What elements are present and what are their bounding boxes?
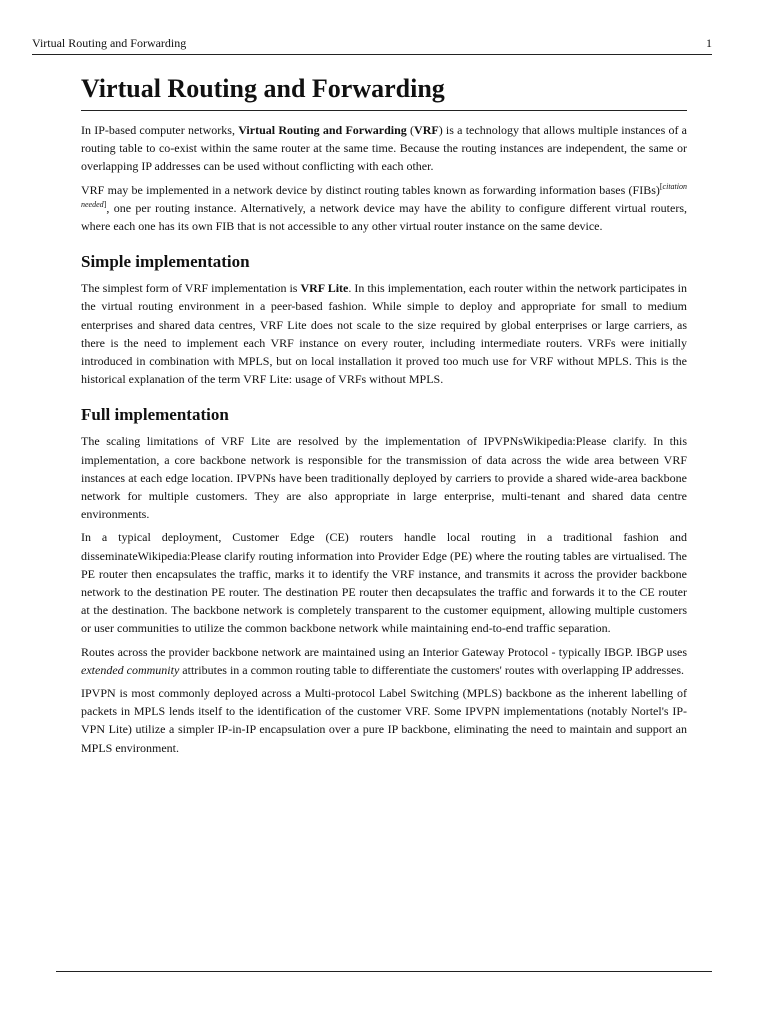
article-body (81, 70, 687, 762)
full-paragraph-1: The scaling limitations of VRF Lite are resolved by the implementation of IPVPNsWikipedia:Please clarify. In this implementation, a core backbone network is responsible for the transmission of data across the wide area between VRF instances at each edge location. IPVPNs have been traditionally deployed by carriers to provide a shared wide-area backbone network for multiple customers. They are also appropriate in large enterprise, multi-tenant and shared data centre environments. (81, 434, 687, 522)
bracket: [ (659, 181, 663, 191)
full-paragraph-4: IPVPN is most commonly deployed across a Multi-protocol Label Switching (MPLS) backbone as the inherent labelling of packets in MPLS lends itself to the identification of the customer VRF. Some IPVPN implementations (notably Nortel's IP-VPN Lite) utilize a simpler IP-in-IP encapsulation over a pure IP backbone, eliminating the need to maintain and support an MPLS environment. (81, 686, 687, 755)
full-paragraph-3 (81, 643, 687, 679)
citation-text: citation needed (81, 181, 687, 209)
section-heading-simple: Simple implementation (81, 252, 250, 272)
page-number: 1 (706, 36, 712, 50)
intro-paragraph-1 (81, 121, 687, 176)
intro-paragraph-2 (81, 181, 687, 236)
running-header (32, 34, 712, 55)
text-run: ) is a technology that allows multiple instances of a routing table to co-exist within the same router at the same time. Because the routing instances are independent, the same or overlapping IP addresses can be used without conflicting with each other. (81, 123, 688, 174)
text-run: attributes in a common routing table to differentiate the customers' routes with overlapping IP addresses. (179, 662, 684, 677)
text-run: , one per routing instance. Alternatively, a network device may have the ability to configure different virtual routers, where each one has its own FIB that is not accessible to any other virtual router instance on the same device. (81, 200, 687, 234)
bold-term: VRF (414, 123, 439, 137)
bold-term: Virtual Routing and Forwarding (238, 123, 407, 137)
text-run: VRF may be implemented in a network device by distinct routing tables known as forwarding information bases (FIBs) (81, 182, 660, 197)
section-heading-full: Full implementation (81, 405, 229, 425)
simple-paragraph-1 (81, 279, 687, 388)
text-run: Routes across the provider backbone network are maintained using an Interior Gateway Protocol - typically IBGP. IBGP uses (81, 644, 687, 659)
running-title: Virtual Routing and Forwarding (32, 36, 187, 50)
text-run: . In this implementation, each router within the network participates in the virtual routing environment in a peer-based fashion. While simple to deploy and appropriate for small to medium enterprises and shared data centres, VRF Lite does not scale to the size required by global enterprises or large carriers, as there is the need to implement each VRF instance on every router, including intermediate routers. VRFs were initially introduced in combination with MPLS, but on local installation it proved too much use for VRF without MPLS. This is the historical explanation of the term VRF Lite: usage of VRFs without MPLS. (81, 281, 687, 387)
footer-rule (56, 971, 712, 972)
text-run: In IP-based computer networks, (81, 123, 239, 137)
text-run: ( (406, 123, 415, 137)
text-run: The simplest form of VRF implementation is (81, 281, 301, 296)
bold-term: VRF Lite (300, 281, 349, 296)
article-title: Virtual Routing and Forwarding (81, 70, 687, 111)
bracket: ] (103, 199, 107, 209)
italic-term: extended community (81, 662, 180, 677)
full-paragraph-2: In a typical deployment, Customer Edge (CE) routers handle local routing in a traditional fashion and disseminateWikipedia:Please clarify routing information into Provider Edge (PE) where the routing tables are virtualised. The PE router then encapsulates the traffic, marks it to identify the VRF instance, and transmits it across the provider backbone network to the destination PE router. The destination PE router then decapsulates the traffic and forwards it to the CE router at the destination. The backbone network is completely transparent to the customer equipment, allowing multiple customers or user communities to utilize the common backbone network while maintaining end-to-end traffic separation. (81, 530, 687, 636)
